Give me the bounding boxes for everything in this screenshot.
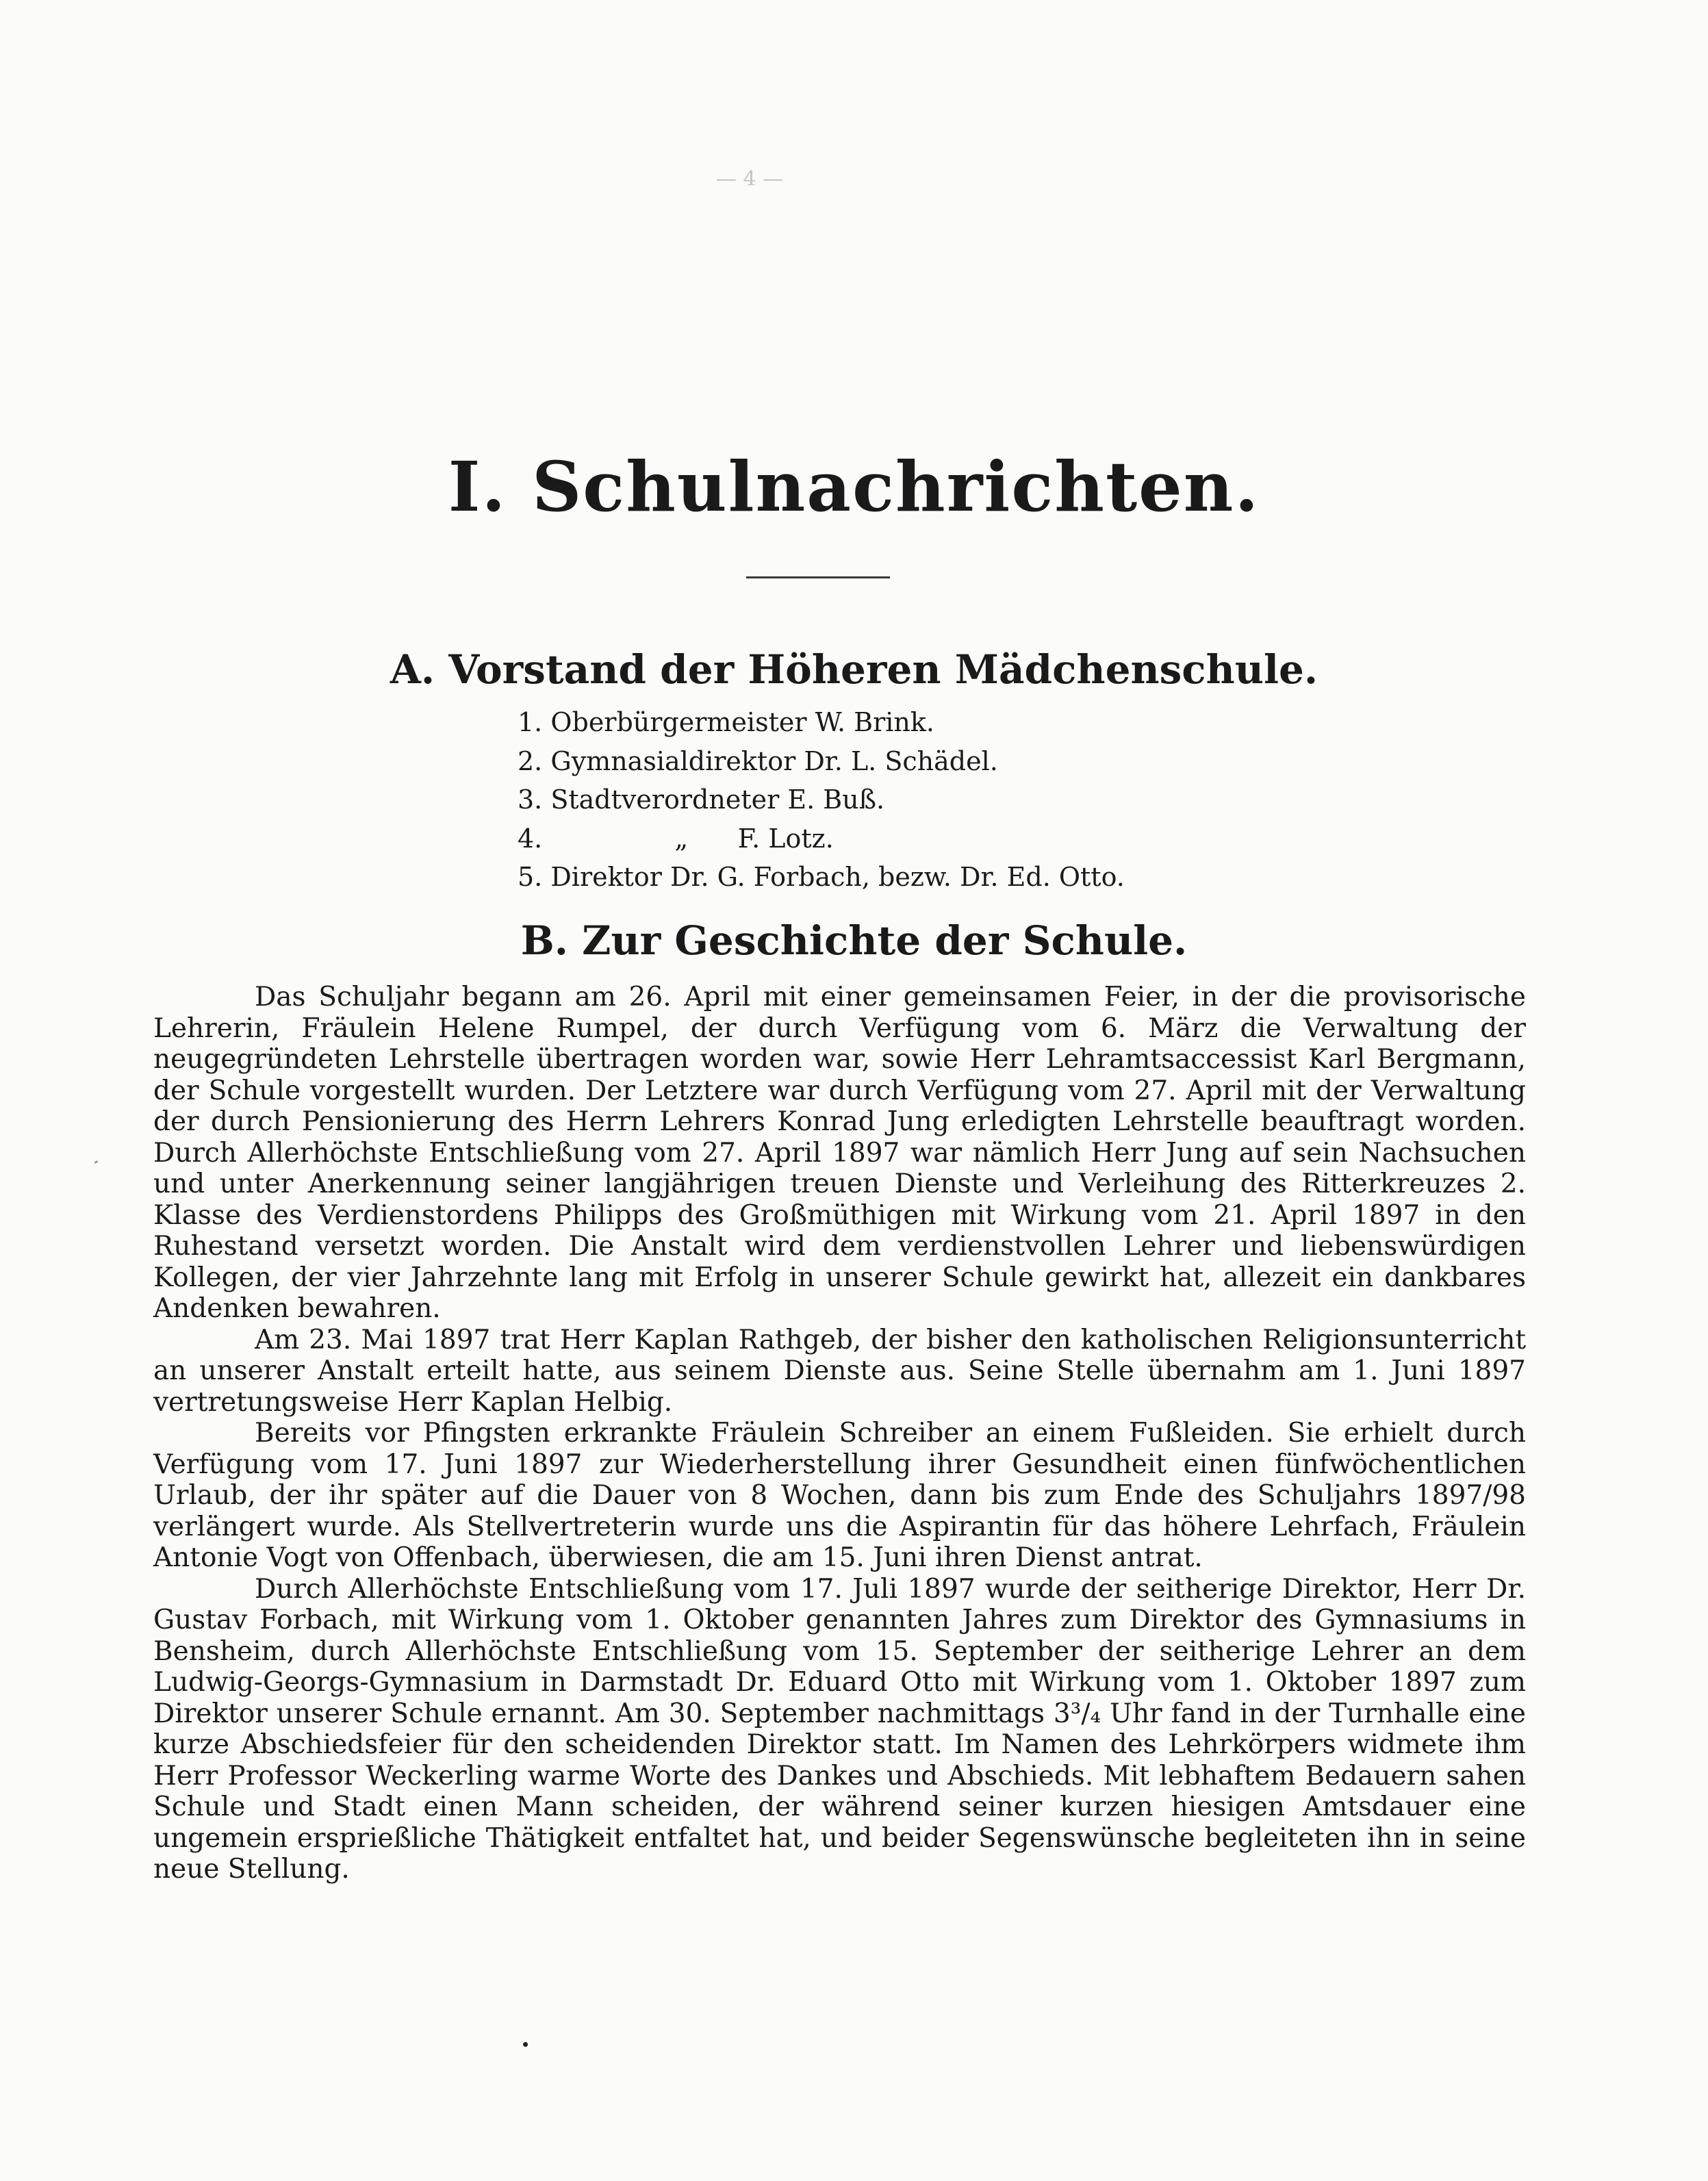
ink-dot — [523, 2042, 528, 2047]
paragraph: Durch Allerhöchste Entschließung vom 17. Juli 1897 wurde der seitherige Direktor, Herr Dr. Gustav Forbach, mit Wirkung vom 1. Oktober genannten Jahres zum Direktor des Gymnasiums in Bensheim, durch Allerhöchste Entschließung vom 15. September der seitherige Lehrer an dem Ludwig-Georgs-Gymnasium in Darmstadt Dr. Eduard Otto mit Wirkung vom 1. Oktober 1897 zum Direktor unserer Schule ernannt. Am 30. September nachmittags 3³/₄ Uhr fand in der Turnhalle eine kurze Abschiedsfeier für den scheidenden Direktor statt. Im Namen des Lehrkörpers widmete ihm Herr Professor Weckerling warme Worte des Dankes und Abschieds. Mit lebhaftem Bedauern sahen Schule und Stadt einen Mann scheiden, der während seiner kurzen hiesigen Amtsdauer eine ungemein ersprießliche Thätigkeit entfaltet hat, und beider Segenswünsche begleiteten ihn in seine neue Stellung. — [153, 1573, 1526, 1885]
section-b-heading: B. Zur Geschichte der Schule. — [520, 917, 1188, 964]
board-members-list — [518, 703, 1125, 897]
paragraph: Bereits vor Pfingsten erkrankte Fräulein Schreiber an einem Fußleiden. Sie erhielt durch Verfügung vom 17. Juni 1897 zur Wiederherstellung ihrer Gesundheit einen fünfwöchentlichen Urlaub, der ihr später auf die Dauer von 8 Wochen, dann bis zum Ende des Schuljahrs 1897/98 verlängert wurde. Als Stellvertreterin wurde uns die Aspirantin für das höhere Lehrfach, Fräulein Antonie Vogt von Offenbach, überwiesen, die am 15. Juni ihren Dienst antrat. — [153, 1418, 1526, 1573]
page-number: — 4 — — [716, 167, 784, 191]
paragraph: Am 23. Mai 1897 trat Herr Kaplan Rathgeb, der bisher den katholischen Religionsunterricht an unserer Anstalt erteilt hatte, aus seinem Dienste aus. Seine Stelle übernahm am 1. Juni 1897 vertretungsweise Herr Kaplan Helbig. — [153, 1324, 1526, 1418]
list-item: 1. Oberbürgermeister W. Brink. — [518, 707, 934, 737]
list-item: 5. Direktor Dr. G. Forbach, bezw. Dr. Ed. Otto. — [518, 862, 1125, 892]
page-title: I. Schulnachrichten. — [448, 446, 1260, 527]
list-item: 4. „ F. Lotz. — [518, 823, 834, 854]
paper-speck — [94, 1160, 99, 1164]
title-divider — [746, 576, 890, 578]
paragraph: Das Schuljahr begann am 26. April mit einer gemeinsamen Feier, in der die provisorische Lehrerin, Fräulein Helene Rumpel, der durch Verfügung vom 6. März die Verwaltung der neugegründeten Lehrstelle übertragen worden war, sowie Herr Lehramtsaccessist Karl Bergmann, der Schule vorgestellt wurden. Der Letztere war durch Verfügung vom 27. April mit der Verwaltung der durch Pensionierung des Herrn Lehrers Konrad Jung erledigten Lehrstelle beauftragt worden. Durch Allerhöchste Entschließung vom 27. April 1897 war nämlich Herr Jung auf sein Nachsuchen und unter Anerkennung seiner langjährigen treuen Dienste und Verleihung des Ritterkreuzes 2. Klasse des Verdienstordens Philipps des Großmüthigen mit Wirkung vom 21. April 1897 in den Ruhestand versetzt worden. Die Anstalt wird dem verdienstvollen Lehrer und liebenswürdigen Kollegen, der vier Jahrzehnte lang mit Erfolg in unserer Schule gewirkt hat, allezeit ein dankbares Andenken bewahren. — [153, 982, 1526, 1324]
school-history-text — [153, 982, 1526, 1885]
list-item: 3. Stadtverordneter E. Buß. — [518, 785, 885, 815]
section-a-heading: A. Vorstand der Höheren Mädchenschule. — [390, 646, 1318, 693]
list-item: 2. Gymnasialdirektor Dr. L. Schädel. — [518, 745, 998, 776]
